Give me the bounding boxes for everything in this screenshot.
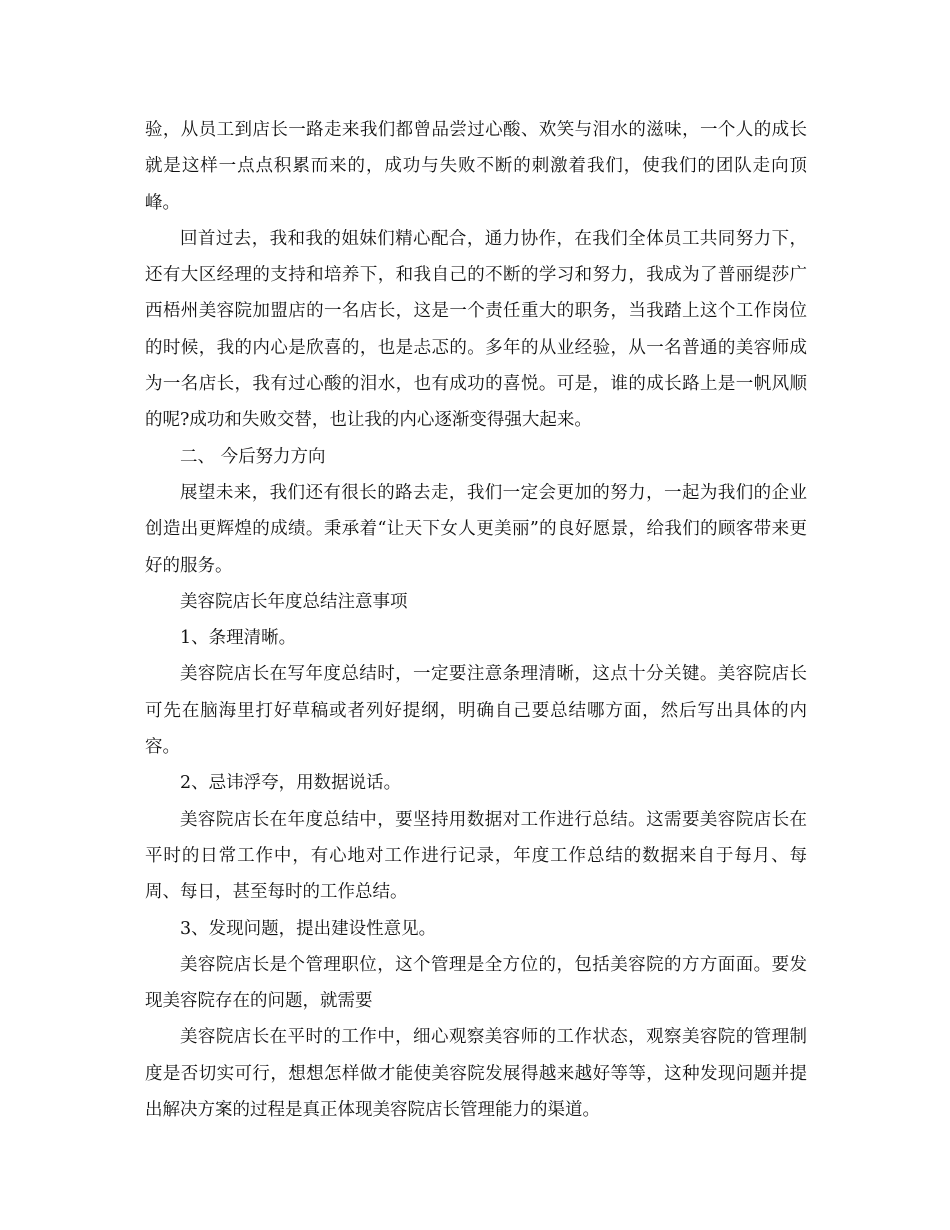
paragraph-outlook: 展望未来，我们还有很长的路去走，我们一定会更加的努力，一起为我们的企业创造出更辉煌的成绩。秉承着“让天下女人更美丽”的良好愿景，给我们的顾客带来更好的服务。 [145, 482, 807, 576]
item-heading-1: 1、条理清晰。 [180, 628, 297, 649]
section-heading-summary-notes: 美容院店长年度总结注意事项 [180, 591, 408, 612]
section-heading-future-direction: 二、 今后努力方向 [180, 446, 326, 467]
item-heading-2: 2、忌讳浮夸，用数据说话。 [180, 773, 402, 794]
paragraph-continued: 验，从员工到店长一路走来我们都曾品尝过心酸、欢笑与泪水的滋味，一个人的成长就是这样一点点积累而来的，成功与失败不断的刺激着我们，使我们的团队走向顶峰。 [145, 120, 807, 213]
paragraph-item-2: 美容院店长在年度总结中，要坚持用数据对工作进行总结。这需要美容院店长在平时的日常工作中，有心地对工作进行记录，年度工作总结的数据来自于每月、每周、每日，甚至每时的工作总结。 [145, 809, 807, 903]
item-heading-3: 3、发现问题，提出建设性意见。 [180, 918, 437, 939]
document-page [145, 112, 807, 1128]
paragraph-item-1: 美容院店长在写年度总结时，一定要注意条理清晰，这点十分关键。美容院店长可先在脑海里打好草稿或者列好提纲，明确自己要总结哪方面，然后写出具体的内容。 [145, 664, 807, 758]
paragraph-looking-back: 回首过去，我和我的姐妹们精心配合，通力协作，在我们全体员工共同努力下，还有大区经理的支持和培养下，和我自己的不断的学习和努力，我成为了普丽缇莎广西梧州美容院加盟店的一名店长，这是一个责任重大的职务，当我踏上这个工作岗位的时候，我的内心是欣喜的，也是忐忑的。多年的从业经验，从一名普通的美容师成为一名店长，我有过心酸的泪水，也有成功的喜悦。可是，谁的成长路上是一帆风顺的呢?成功和失败交替，也让我的内心逐渐变得强大起来。 [145, 228, 807, 431]
paragraph-item-3b: 美容院店长在平时的工作中，细心观察美容师的工作状态，观察美容院的管理制度是否切实可行，想想怎样做才能使美容院发展得越来越好等等，这种发现问题并提出解决方案的过程是真正体现美容院店长管理能力的渠道。 [145, 1027, 807, 1121]
paragraph-item-3a: 美容院店长是个管理职位，这个管理是全方位的，包括美容院的方方面面。要发现美容院存在的问题，就需要 [145, 954, 807, 1012]
